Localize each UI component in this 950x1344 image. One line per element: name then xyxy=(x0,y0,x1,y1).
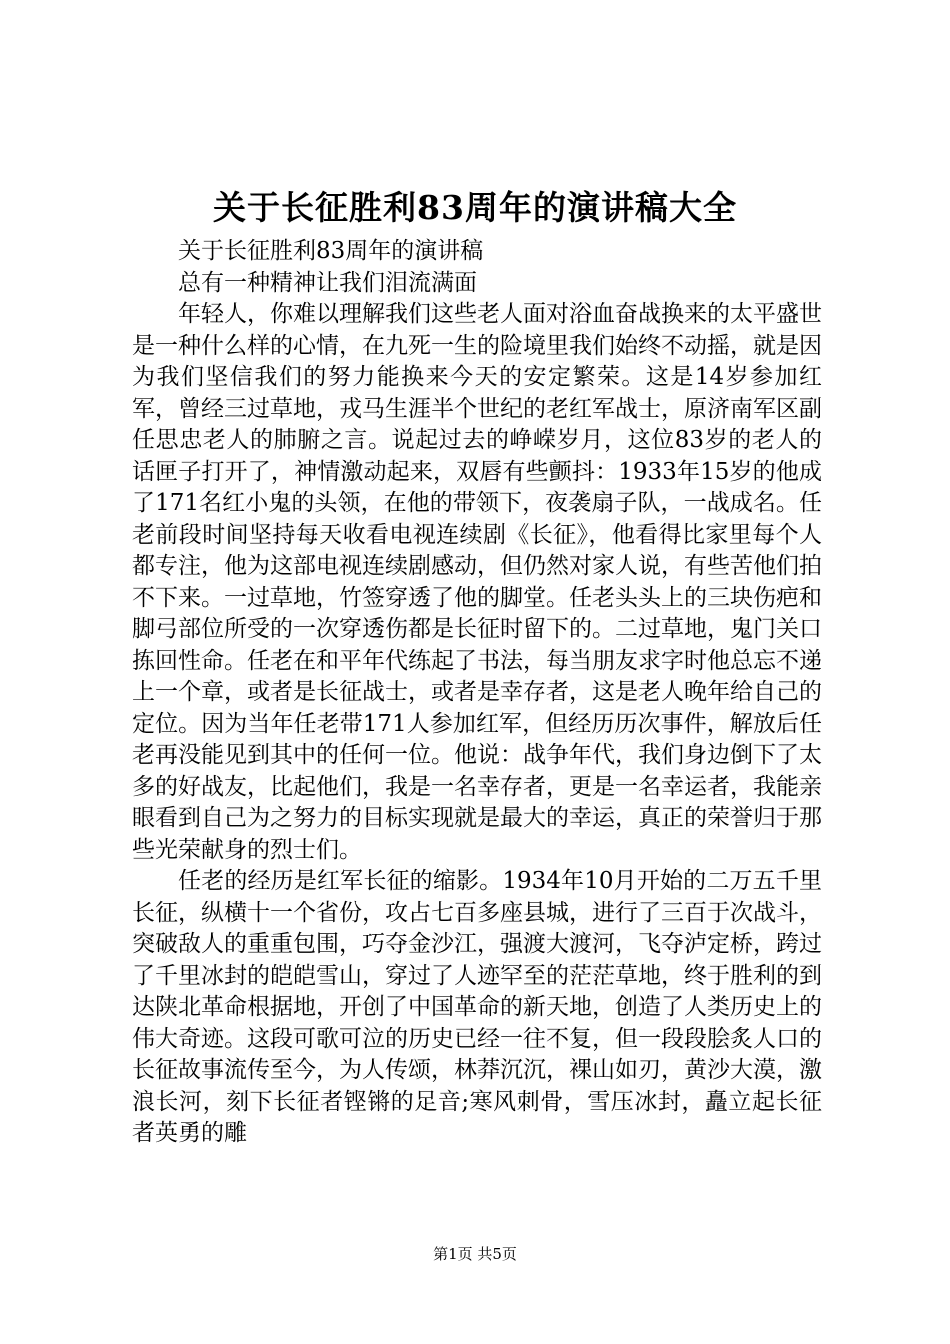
heading-paragraph: 总有一种精神让我们泪流满面 xyxy=(178,269,477,296)
document-title: 关于长征胜利83周年的演讲稿大全 xyxy=(213,188,737,227)
body-paragraph: 年轻人，你难以理解我们这些老人面对浴血奋战换来的太平盛世是一种什么样的心情，在九死一生的险境里我们始终不动摇，就是因为我们坚信我们的努力能换来今天的安定繁荣。这是14岁参加红军，曾经三过草地，戎马生涯半个世纪的老红军战士，原济南军区副任思忠老人的肺腑之言。说起过去的峥嵘岁月，这位83岁的老人的话匣子打开了，神情激动起来，双唇有些颤抖：1933年15岁的他成了171名红小鬼的头领，在他的带领下，夜袭扇子队，一战成名。任老前段时间坚持每天收看电视连续剧《长征》，他看得比家里每个人都专注，他为这部电视连续剧感动，但仍然对家人说，有些苦他们拍不下来。一过草地，竹签穿透了他的脚堂。任老头头上的三块伤疤和脚弓部位所受的一次穿透伤都是长征时留下的。二过草地，鬼门关口拣回性命。任老在和平年代练起了书法，每当朋友求字时他总忘不递上一个章，或者是长征战士，或者是幸存者，这是老人晚年给自己的定位。因为当年任老带171人参加红军，但经历历次事件，解放后任老再没能见到其中的任何一位。他说：战争年代，我们身边倒下了太多的好战友，比起他们，我是一名幸存者，更是一名幸运者，我能亲眼看到自己为之努力的目标实现就是最大的幸运，真正的荣誉归于那些光荣献身的烈士们。 xyxy=(132,301,822,863)
body-paragraph: 任老的经历是红军长征的缩影。1934年10月开始的二万五千里长征，纵横十一个省份，攻占七百多座县城，进行了三百于次战斗，突破敌人的重重包围，巧夺金沙江，强渡大渡河，飞夺泸定桥，跨过了千里冰封的皑皑雪山，穿过了人迹罕至的茫茫草地，终于胜利的到达陕北革命根据地，开创了中国革命的新天地，创造了人类历史上的伟大奇迹。这段可歌可泣的历史已经一往不复，但一段段脍炙人口的长征故事流传至今，为人传颂，林莽沉沉，裸山如刃，黄沙大漠，激浪长河，刻下长征者铿锵的足音;寒风刺骨，雪压冰封，矗立起长征者英勇的雕 xyxy=(132,868,822,1146)
page-footer: 第1页 共5页 xyxy=(433,1245,517,1263)
document-body xyxy=(132,236,822,1150)
subtitle-paragraph: 关于长征胜利83周年的演讲稿 xyxy=(178,238,484,264)
